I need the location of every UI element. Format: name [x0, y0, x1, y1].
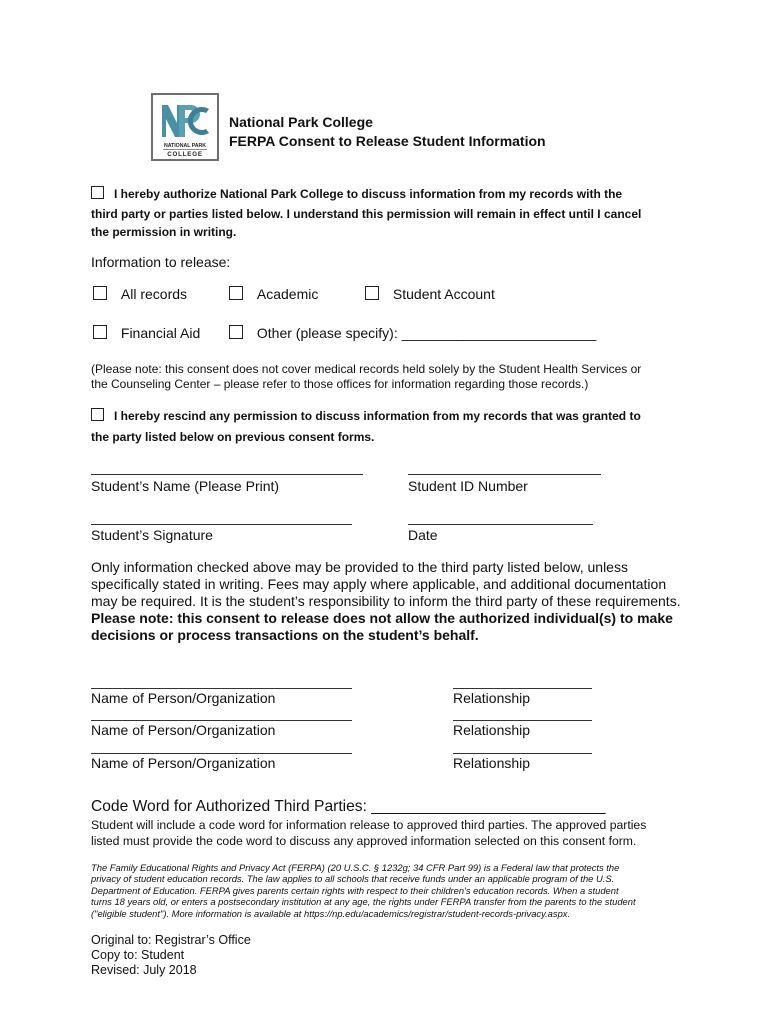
option-student-account[interactable]: [365, 286, 495, 302]
codeword-line2: listed must provide the code word to discuss any approved information selected on this consent form.: [91, 834, 637, 848]
college-logo: [151, 93, 219, 161]
npc-logo-mark: [153, 95, 217, 159]
third-party-name-line-3[interactable]: [91, 753, 352, 754]
form-title: FERPA Consent to Release Student Information: [229, 133, 546, 149]
third-party-rel-label-1: Relationship: [453, 690, 531, 706]
financial-aid-label: Financial Aid: [120, 325, 201, 341]
medical-note-line2: the Counseling Center – please refer to those offices for information regarding those records.): [91, 377, 589, 391]
release-heading: Information to release:: [91, 254, 231, 270]
authorize-section: [91, 185, 691, 241]
copy-to: Copy to: Student: [91, 948, 185, 962]
legal-line3: Department of Education. FERPA gives parents certain rights with respect to their children's education records. When a student: [91, 884, 619, 896]
info-bold2: decisions or process transactions on the student’s behalf.: [91, 627, 479, 643]
third-party-name-label-2: Name of Person/Organization: [91, 722, 276, 738]
third-party-rel-line-1[interactable]: [453, 688, 592, 689]
student-account-label: Student Account: [392, 286, 495, 302]
info-paragraph: [91, 559, 681, 644]
codeword-line1: Student will include a code word for information release to approved third parties. The approved parties: [91, 818, 647, 832]
logo-text-top: NATIONAL PARK: [163, 143, 207, 149]
other-label: Other (please specify): _________________________: [256, 325, 597, 341]
third-party-name-line-1[interactable]: [91, 688, 352, 689]
all-records-checkbox[interactable]: [93, 286, 107, 300]
rescind-checkbox[interactable]: [91, 408, 104, 421]
info-line1: Only information checked above may be provided to the third party listed below, unless: [91, 559, 628, 575]
medical-note-line1: (Please note: this consent does not cover medical records held solely by the Student Health Services or: [91, 362, 642, 376]
student-name-label: Student’s Name (Please Print): [91, 478, 280, 494]
third-party-rel-line-3[interactable]: [453, 753, 592, 754]
third-party-name-label-1: Name of Person/Organization: [91, 690, 276, 706]
info-line3: may be required. It is the student’s responsibility to inform the third party of these requirements.: [91, 593, 681, 609]
third-party-name-line-2[interactable]: [91, 720, 352, 721]
rescind-section: [91, 407, 711, 446]
student-account-checkbox[interactable]: [365, 286, 379, 300]
student-signature-label: Student’s Signature: [91, 527, 213, 543]
routing-footer: [91, 933, 251, 978]
third-party-rel-line-2[interactable]: [453, 720, 592, 721]
other-checkbox[interactable]: [229, 325, 243, 339]
student-id-line[interactable]: [408, 474, 601, 475]
student-name-line[interactable]: [91, 474, 363, 475]
financial-aid-checkbox[interactable]: [93, 325, 107, 339]
student-signature-line[interactable]: [91, 524, 352, 525]
logo-text-bottom: COLLEGE: [167, 151, 203, 158]
third-party-rel-label-2: Relationship: [453, 722, 531, 738]
authorize-line3: the permission in writing.: [91, 225, 237, 239]
date-label: Date: [408, 527, 438, 543]
authorize-line2: third party or parties listed below. I understand this permission will remain in effect until I cancel: [91, 207, 642, 221]
authorize-checkbox[interactable]: [91, 186, 104, 199]
rescind-line2: the party listed below on previous consent forms.: [91, 430, 375, 444]
original-to: Original to: Registrar’s Office: [91, 933, 251, 947]
authorize-line1: I hereby authorize National Park College to discuss information from my records with the: [114, 187, 623, 201]
codeword-heading: Code Word for Authorized Third Parties: ___________________________: [91, 798, 606, 815]
date-line[interactable]: [408, 524, 593, 525]
legal-line5: ("eligible student"). More information is available at https://np.edu/academics/registrar/student-records-privacy.aspx.: [91, 907, 571, 919]
option-academic[interactable]: [229, 286, 318, 302]
ferpa-legal-text: [91, 862, 636, 919]
medical-note: [91, 362, 641, 392]
legal-line1: The Family Educational Rights and Privacy Act (FERPA) (20 U.S.C. § 1232g; 34 CFR Part 99) is a Federal law that protects the: [91, 862, 620, 873]
student-id-label: Student ID Number: [408, 478, 528, 494]
info-line2: specifically stated in writing. Fees may apply where applicable, and additional documentation: [91, 576, 667, 592]
legal-line2: privacy of student education records. The law applies to all schools that receive funds under an applicable program of the U.S.: [91, 873, 615, 885]
third-party-rel-label-3: Relationship: [453, 755, 531, 771]
academic-label: Academic: [256, 286, 319, 302]
codeword-description: [91, 817, 646, 849]
option-financial-aid[interactable]: [93, 325, 200, 341]
revised-date: Revised: July 2018: [91, 963, 197, 977]
option-all-records[interactable]: [93, 286, 187, 302]
info-bold1: Please note: this consent to release does not allow the authorized individual(s) to make: [91, 610, 673, 626]
all-records-label: All records: [120, 286, 188, 302]
college-name: National Park College: [229, 114, 373, 130]
academic-checkbox[interactable]: [229, 286, 243, 300]
legal-line4: turns 18 years old, or enters a postsecondary institution at any age, the rights under FERPA transfer from the parents to the student: [91, 896, 636, 908]
option-other[interactable]: [229, 325, 596, 341]
rescind-line1: I hereby rescind any permission to discuss information from my records that was granted to: [114, 409, 641, 423]
third-party-name-label-3: Name of Person/Organization: [91, 755, 276, 771]
